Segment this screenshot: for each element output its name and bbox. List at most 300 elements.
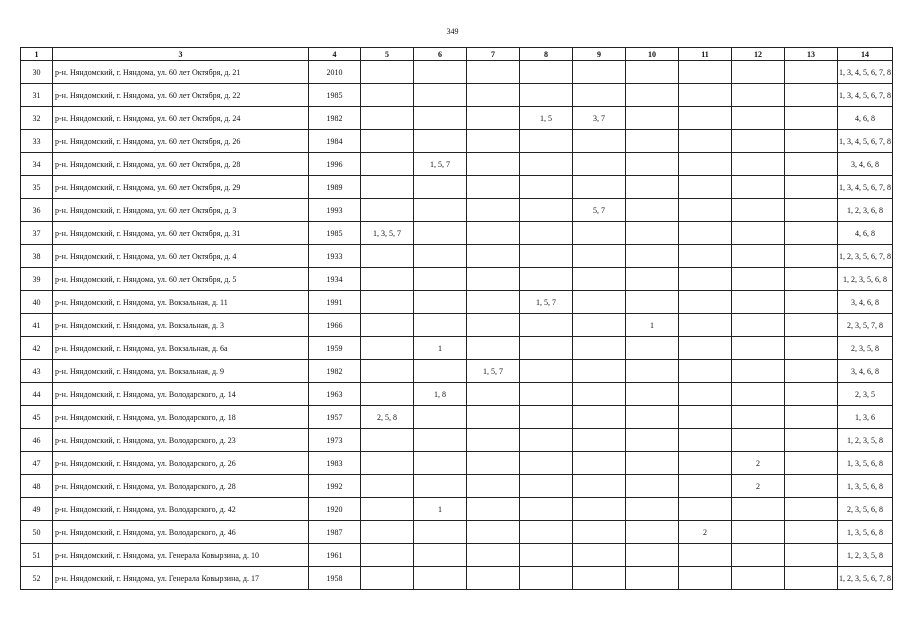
table-cell <box>785 475 838 498</box>
table-cell <box>785 360 838 383</box>
address-cell: р-н. Няндомский, г. Няндома, ул. Генерала Ковырзина, д. 17 <box>53 567 309 590</box>
table-row <box>21 498 893 521</box>
table-cell <box>520 268 573 291</box>
table-cell: 1 <box>626 314 679 337</box>
table-cell <box>573 130 626 153</box>
table-row <box>21 176 893 199</box>
table-cell <box>573 429 626 452</box>
table-row <box>21 107 893 130</box>
row-number-cell: 49 <box>21 498 53 521</box>
table-cell <box>520 383 573 406</box>
table-cell <box>626 567 679 590</box>
table-cell <box>414 521 467 544</box>
table-cell <box>414 268 467 291</box>
table-cell: 1, 5, 7 <box>414 153 467 176</box>
table-cell <box>520 245 573 268</box>
column-header: 9 <box>573 48 626 61</box>
table-cell <box>414 567 467 590</box>
table-cell <box>573 268 626 291</box>
table-cell <box>626 544 679 567</box>
table-cell <box>573 360 626 383</box>
table-cell <box>467 291 520 314</box>
table-cell <box>679 61 732 84</box>
table-cell <box>520 498 573 521</box>
table-cell <box>679 498 732 521</box>
row-number-cell: 33 <box>21 130 53 153</box>
table-cell <box>679 452 732 475</box>
table-row <box>21 429 893 452</box>
table-cell: 1, 3, 5, 6, 8 <box>838 475 893 498</box>
table-cell <box>520 199 573 222</box>
table-cell <box>520 337 573 360</box>
table-cell: 1920 <box>309 498 361 521</box>
table-cell <box>626 130 679 153</box>
table-cell <box>785 222 838 245</box>
column-header: 6 <box>414 48 467 61</box>
table-cell <box>785 406 838 429</box>
table-cell: 1, 2, 3, 5, 6, 7, 8 <box>838 567 893 590</box>
address-cell: р-н. Няндомский, г. Няндома, ул. 60 лет Октября, д. 26 <box>53 130 309 153</box>
row-number-cell: 31 <box>21 84 53 107</box>
row-number-cell: 39 <box>21 268 53 291</box>
table-row <box>21 406 893 429</box>
table-cell <box>573 544 626 567</box>
table-cell <box>467 406 520 429</box>
table-cell <box>414 107 467 130</box>
table-cell <box>361 544 414 567</box>
table-cell <box>573 245 626 268</box>
table-cell: 1982 <box>309 360 361 383</box>
table-cell <box>361 498 414 521</box>
table-cell: 2 <box>679 521 732 544</box>
table-row <box>21 245 893 268</box>
table-cell <box>361 337 414 360</box>
table-cell <box>467 475 520 498</box>
address-cell: р-н. Няндомский, г. Няндома, ул. 60 лет Октября, д. 29 <box>53 176 309 199</box>
address-cell: р-н. Няндомский, г. Няндома, ул. 60 лет Октября, д. 4 <box>53 245 309 268</box>
table-row <box>21 337 893 360</box>
table-cell: 1934 <box>309 268 361 291</box>
table-row <box>21 130 893 153</box>
table-cell <box>573 452 626 475</box>
table-cell <box>626 222 679 245</box>
column-header: 4 <box>309 48 361 61</box>
table-cell <box>626 176 679 199</box>
table-cell <box>679 360 732 383</box>
table-cell <box>467 130 520 153</box>
row-number-cell: 52 <box>21 567 53 590</box>
table-cell: 2 <box>732 475 785 498</box>
table-cell <box>626 107 679 130</box>
table-cell <box>467 452 520 475</box>
column-header: 10 <box>626 48 679 61</box>
table-cell <box>785 176 838 199</box>
row-number-cell: 41 <box>21 314 53 337</box>
address-cell: р-н. Няндомский, г. Няндома, ул. Вокзальная, д. 3 <box>53 314 309 337</box>
register-table <box>20 47 893 590</box>
table-cell: 1, 2, 3, 5, 8 <box>838 544 893 567</box>
table-cell <box>573 406 626 429</box>
table-cell <box>520 84 573 107</box>
table-cell <box>414 475 467 498</box>
table-cell <box>626 61 679 84</box>
table-cell <box>679 406 732 429</box>
column-header: 1 <box>21 48 53 61</box>
table-cell <box>732 61 785 84</box>
row-number-cell: 42 <box>21 337 53 360</box>
table-cell <box>361 475 414 498</box>
table-cell <box>679 84 732 107</box>
table-cell <box>679 130 732 153</box>
table-cell: 1993 <box>309 199 361 222</box>
column-header: 12 <box>732 48 785 61</box>
row-number-cell: 48 <box>21 475 53 498</box>
table-cell: 4, 6, 8 <box>838 107 893 130</box>
table-cell <box>467 84 520 107</box>
table-cell <box>520 429 573 452</box>
table-cell <box>573 314 626 337</box>
table-cell <box>626 383 679 406</box>
table-cell <box>467 199 520 222</box>
table-cell <box>785 199 838 222</box>
table-row <box>21 84 893 107</box>
table-cell <box>467 222 520 245</box>
table-cell <box>785 452 838 475</box>
column-header: 11 <box>679 48 732 61</box>
table-cell <box>626 452 679 475</box>
table-cell: 2 <box>732 452 785 475</box>
table-cell <box>679 429 732 452</box>
table-cell <box>785 314 838 337</box>
table-cell <box>467 176 520 199</box>
table-cell: 1, 5 <box>520 107 573 130</box>
table-cell <box>732 153 785 176</box>
table-cell <box>361 107 414 130</box>
table-cell: 1987 <box>309 521 361 544</box>
table-cell <box>414 314 467 337</box>
table-cell <box>361 84 414 107</box>
table-cell <box>785 567 838 590</box>
address-cell: р-н. Няндомский, г. Няндома, ул. 60 лет Октября, д. 22 <box>53 84 309 107</box>
table-cell <box>361 429 414 452</box>
table-cell <box>626 337 679 360</box>
table-cell: 1, 2, 3, 5, 6, 7, 8 <box>838 245 893 268</box>
table-row <box>21 567 893 590</box>
table-cell <box>520 406 573 429</box>
table-cell: 3, 4, 6, 8 <box>838 153 893 176</box>
table-cell <box>467 383 520 406</box>
address-cell: р-н. Няндомский, г. Няндома, ул. 60 лет Октября, д. 5 <box>53 268 309 291</box>
table-cell <box>361 360 414 383</box>
table-cell <box>414 360 467 383</box>
table-cell: 1, 3, 4, 5, 6, 7, 8 <box>838 84 893 107</box>
table-cell <box>626 429 679 452</box>
table-cell <box>573 567 626 590</box>
row-number-cell: 44 <box>21 383 53 406</box>
table-cell: 1, 3, 6 <box>838 406 893 429</box>
table-cell <box>573 176 626 199</box>
table-cell: 1963 <box>309 383 361 406</box>
table-cell <box>573 521 626 544</box>
row-number-cell: 40 <box>21 291 53 314</box>
table-cell <box>520 452 573 475</box>
table-cell <box>573 498 626 521</box>
table-cell <box>732 567 785 590</box>
table-cell <box>361 153 414 176</box>
table-cell <box>520 314 573 337</box>
row-number-cell: 46 <box>21 429 53 452</box>
table-cell <box>414 61 467 84</box>
address-cell: р-н. Няндомский, г. Няндома, ул. Володарского, д. 42 <box>53 498 309 521</box>
table-cell <box>573 84 626 107</box>
table-cell: 2, 5, 8 <box>361 406 414 429</box>
table-row <box>21 291 893 314</box>
table-cell <box>520 222 573 245</box>
table-cell <box>520 130 573 153</box>
table-cell <box>732 383 785 406</box>
table-cell <box>785 268 838 291</box>
table-cell <box>626 521 679 544</box>
address-cell: р-н. Няндомский, г. Няндома, ул. Володарского, д. 28 <box>53 475 309 498</box>
column-header: 5 <box>361 48 414 61</box>
table-row <box>21 521 893 544</box>
table-cell: 1, 5, 7 <box>520 291 573 314</box>
table-cell <box>414 176 467 199</box>
table-cell: 1958 <box>309 567 361 590</box>
table-cell: 1 <box>414 337 467 360</box>
table-cell <box>573 222 626 245</box>
table-cell <box>626 291 679 314</box>
table-cell <box>467 268 520 291</box>
table-cell <box>414 222 467 245</box>
table-cell <box>679 383 732 406</box>
table-cell: 1, 2, 3, 5, 8 <box>838 429 893 452</box>
table-cell: 1966 <box>309 314 361 337</box>
table-cell <box>467 521 520 544</box>
table-cell <box>732 268 785 291</box>
table-cell <box>361 130 414 153</box>
table-cell <box>467 153 520 176</box>
table-cell <box>785 498 838 521</box>
table-row <box>21 360 893 383</box>
table-cell <box>785 61 838 84</box>
table-cell: 1, 5, 7 <box>467 360 520 383</box>
table-cell <box>361 176 414 199</box>
row-number-cell: 45 <box>21 406 53 429</box>
address-cell: р-н. Няндомский, г. Няндома, ул. 60 лет Октября, д. 28 <box>53 153 309 176</box>
column-header: 7 <box>467 48 520 61</box>
table-cell <box>785 84 838 107</box>
table-cell: 2, 3, 5, 7, 8 <box>838 314 893 337</box>
row-number-cell: 43 <box>21 360 53 383</box>
table-cell: 1, 3, 5, 6, 8 <box>838 521 893 544</box>
table-cell <box>414 406 467 429</box>
row-number-cell: 30 <box>21 61 53 84</box>
table-cell <box>732 199 785 222</box>
table-cell <box>520 544 573 567</box>
table-cell: 2010 <box>309 61 361 84</box>
address-cell: р-н. Няндомский, г. Няндома, ул. 60 лет Октября, д. 31 <box>53 222 309 245</box>
table-cell <box>785 429 838 452</box>
table-cell: 1991 <box>309 291 361 314</box>
table-cell <box>414 291 467 314</box>
table-cell <box>732 314 785 337</box>
table-cell <box>467 498 520 521</box>
table-cell: 1983 <box>309 452 361 475</box>
table-cell <box>520 521 573 544</box>
table-cell <box>467 429 520 452</box>
table-cell <box>785 383 838 406</box>
table-cell <box>414 84 467 107</box>
table-cell <box>573 337 626 360</box>
table-cell <box>467 544 520 567</box>
table-row <box>21 452 893 475</box>
table-cell: 1 <box>414 498 467 521</box>
table-cell: 1985 <box>309 84 361 107</box>
table-cell <box>732 498 785 521</box>
row-number-cell: 50 <box>21 521 53 544</box>
table-cell: 1, 3, 5, 7 <box>361 222 414 245</box>
table-cell <box>467 337 520 360</box>
table-cell <box>361 521 414 544</box>
table-cell <box>626 406 679 429</box>
row-number-cell: 47 <box>21 452 53 475</box>
table-cell <box>520 153 573 176</box>
table-cell <box>679 222 732 245</box>
table-cell <box>414 245 467 268</box>
table-cell: 1, 8 <box>414 383 467 406</box>
table-cell <box>679 245 732 268</box>
table-cell <box>679 475 732 498</box>
table-cell <box>520 567 573 590</box>
table-cell <box>679 107 732 130</box>
table-cell: 1, 3, 4, 5, 6, 7, 8 <box>838 130 893 153</box>
table-cell <box>467 567 520 590</box>
table-cell <box>361 567 414 590</box>
table-cell <box>732 360 785 383</box>
table-body <box>21 61 893 590</box>
table-cell <box>361 245 414 268</box>
table-cell <box>626 84 679 107</box>
table-cell <box>679 268 732 291</box>
page-number: 349 <box>446 27 459 36</box>
row-number-cell: 36 <box>21 199 53 222</box>
table-cell <box>361 291 414 314</box>
table-row <box>21 199 893 222</box>
table-cell <box>732 337 785 360</box>
table-cell <box>679 176 732 199</box>
table-cell: 1, 3, 4, 5, 6, 7, 8 <box>838 176 893 199</box>
table-cell: 2, 3, 5 <box>838 383 893 406</box>
table-cell <box>520 475 573 498</box>
table-cell: 1985 <box>309 222 361 245</box>
table-cell <box>732 429 785 452</box>
table-cell <box>626 153 679 176</box>
table-cell <box>361 452 414 475</box>
table-cell: 1933 <box>309 245 361 268</box>
table-cell <box>626 475 679 498</box>
table-cell: 1984 <box>309 130 361 153</box>
table-cell <box>679 337 732 360</box>
table-cell <box>467 314 520 337</box>
table-cell <box>520 360 573 383</box>
table-row <box>21 268 893 291</box>
table-cell <box>626 268 679 291</box>
table-cell: 2, 3, 5, 8 <box>838 337 893 360</box>
row-number-cell: 51 <box>21 544 53 567</box>
row-number-cell: 32 <box>21 107 53 130</box>
column-header: 3 <box>53 48 309 61</box>
table-cell <box>414 452 467 475</box>
column-header: 14 <box>838 48 893 61</box>
table-cell <box>679 314 732 337</box>
column-header: 8 <box>520 48 573 61</box>
table-cell: 1, 3, 5, 6, 8 <box>838 452 893 475</box>
table-cell <box>785 337 838 360</box>
table-row <box>21 222 893 245</box>
table-cell: 1, 3, 4, 5, 6, 7, 8 <box>838 61 893 84</box>
table-cell <box>361 268 414 291</box>
table-cell <box>732 245 785 268</box>
table-cell <box>785 544 838 567</box>
table-cell <box>679 544 732 567</box>
table-cell <box>520 176 573 199</box>
table-cell <box>785 245 838 268</box>
table-cell: 1961 <box>309 544 361 567</box>
address-cell: р-н. Няндомский, г. Няндома, ул. Вокзальная, д. 11 <box>53 291 309 314</box>
table-cell <box>626 199 679 222</box>
table-cell: 3, 4, 6, 8 <box>838 360 893 383</box>
table-cell: 1, 2, 3, 5, 6, 8 <box>838 268 893 291</box>
table-cell <box>679 199 732 222</box>
table-cell <box>626 498 679 521</box>
column-header: 13 <box>785 48 838 61</box>
table-cell <box>732 544 785 567</box>
table-cell <box>573 291 626 314</box>
table-cell: 3, 7 <box>573 107 626 130</box>
table-cell <box>679 291 732 314</box>
table-cell <box>361 199 414 222</box>
table-cell <box>732 130 785 153</box>
table-row <box>21 314 893 337</box>
table-cell <box>361 383 414 406</box>
table-cell <box>467 61 520 84</box>
table-cell <box>361 61 414 84</box>
table-row <box>21 544 893 567</box>
table-cell <box>679 567 732 590</box>
table-cell <box>732 107 785 130</box>
table-header <box>21 48 893 61</box>
table-cell <box>785 521 838 544</box>
address-cell: р-н. Няндомский, г. Няндома, ул. 60 лет Октября, д. 3 <box>53 199 309 222</box>
table-cell <box>785 153 838 176</box>
address-cell: р-н. Няндомский, г. Няндома, ул. Володарского, д. 14 <box>53 383 309 406</box>
row-number-cell: 38 <box>21 245 53 268</box>
table-cell <box>732 84 785 107</box>
address-cell: р-н. Няндомский, г. Няндома, ул. Генерала Ковырзина, д. 10 <box>53 544 309 567</box>
table-cell <box>467 107 520 130</box>
table-cell <box>785 107 838 130</box>
table-cell <box>414 429 467 452</box>
row-number-cell: 34 <box>21 153 53 176</box>
table-cell <box>573 475 626 498</box>
table-cell <box>626 245 679 268</box>
table-cell: 1959 <box>309 337 361 360</box>
table-cell <box>732 521 785 544</box>
table-cell: 1989 <box>309 176 361 199</box>
table-cell <box>573 61 626 84</box>
table-cell <box>414 130 467 153</box>
